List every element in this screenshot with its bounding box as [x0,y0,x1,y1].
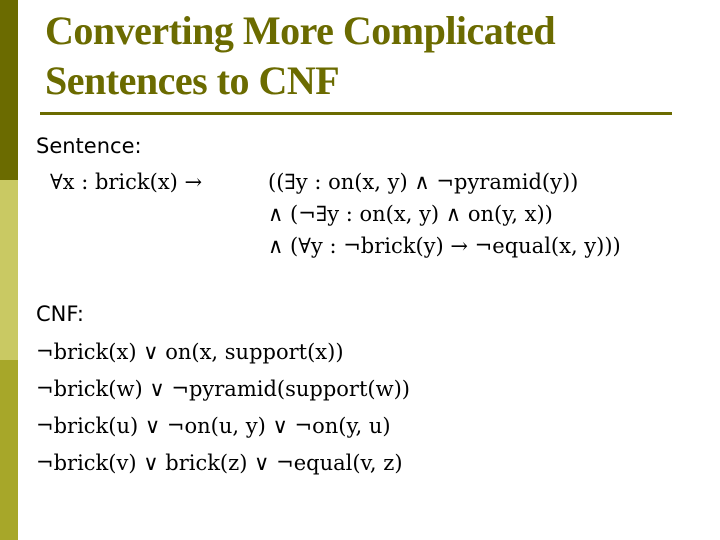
sentence-rhs-line-2: ∧ (¬∃y : on(x, y) ∧ on(y, x)) [268,202,553,226]
cnf-clause-3: ¬brick(u) ∨ ¬on(u, y) ∨ ¬on(y, u) [36,414,391,438]
slide-title-line-1: Converting More Complicated [45,8,556,53]
sentence-rhs-line-1: ((∃y : on(x, y) ∧ ¬pyramid(y)) [268,170,579,194]
cnf-clause-4: ¬brick(v) ∨ brick(z) ∨ ¬equal(v, z) [36,451,403,475]
sentence-heading: Sentence: [36,134,142,158]
cnf-heading: CNF: [36,302,84,326]
sidebar-segment-light [0,180,18,360]
slide-title [45,6,695,106]
sidebar-segment-dark [0,0,18,180]
sentence-lhs: ∀x : brick(x) → [50,170,203,194]
cnf-clause-2: ¬brick(w) ∨ ¬pyramid(support(w)) [36,377,410,401]
title-underline [40,112,672,115]
decorative-sidebar [0,0,18,540]
cnf-clause-1: ¬brick(x) ∨ on(x, support(x)) [36,340,344,364]
sidebar-segment-mid [0,360,18,540]
slide-title-line-2: Sentences to CNF [45,58,340,103]
sentence-rhs-line-3: ∧ (∀y : ¬brick(y) → ¬equal(x, y))) [268,234,621,258]
